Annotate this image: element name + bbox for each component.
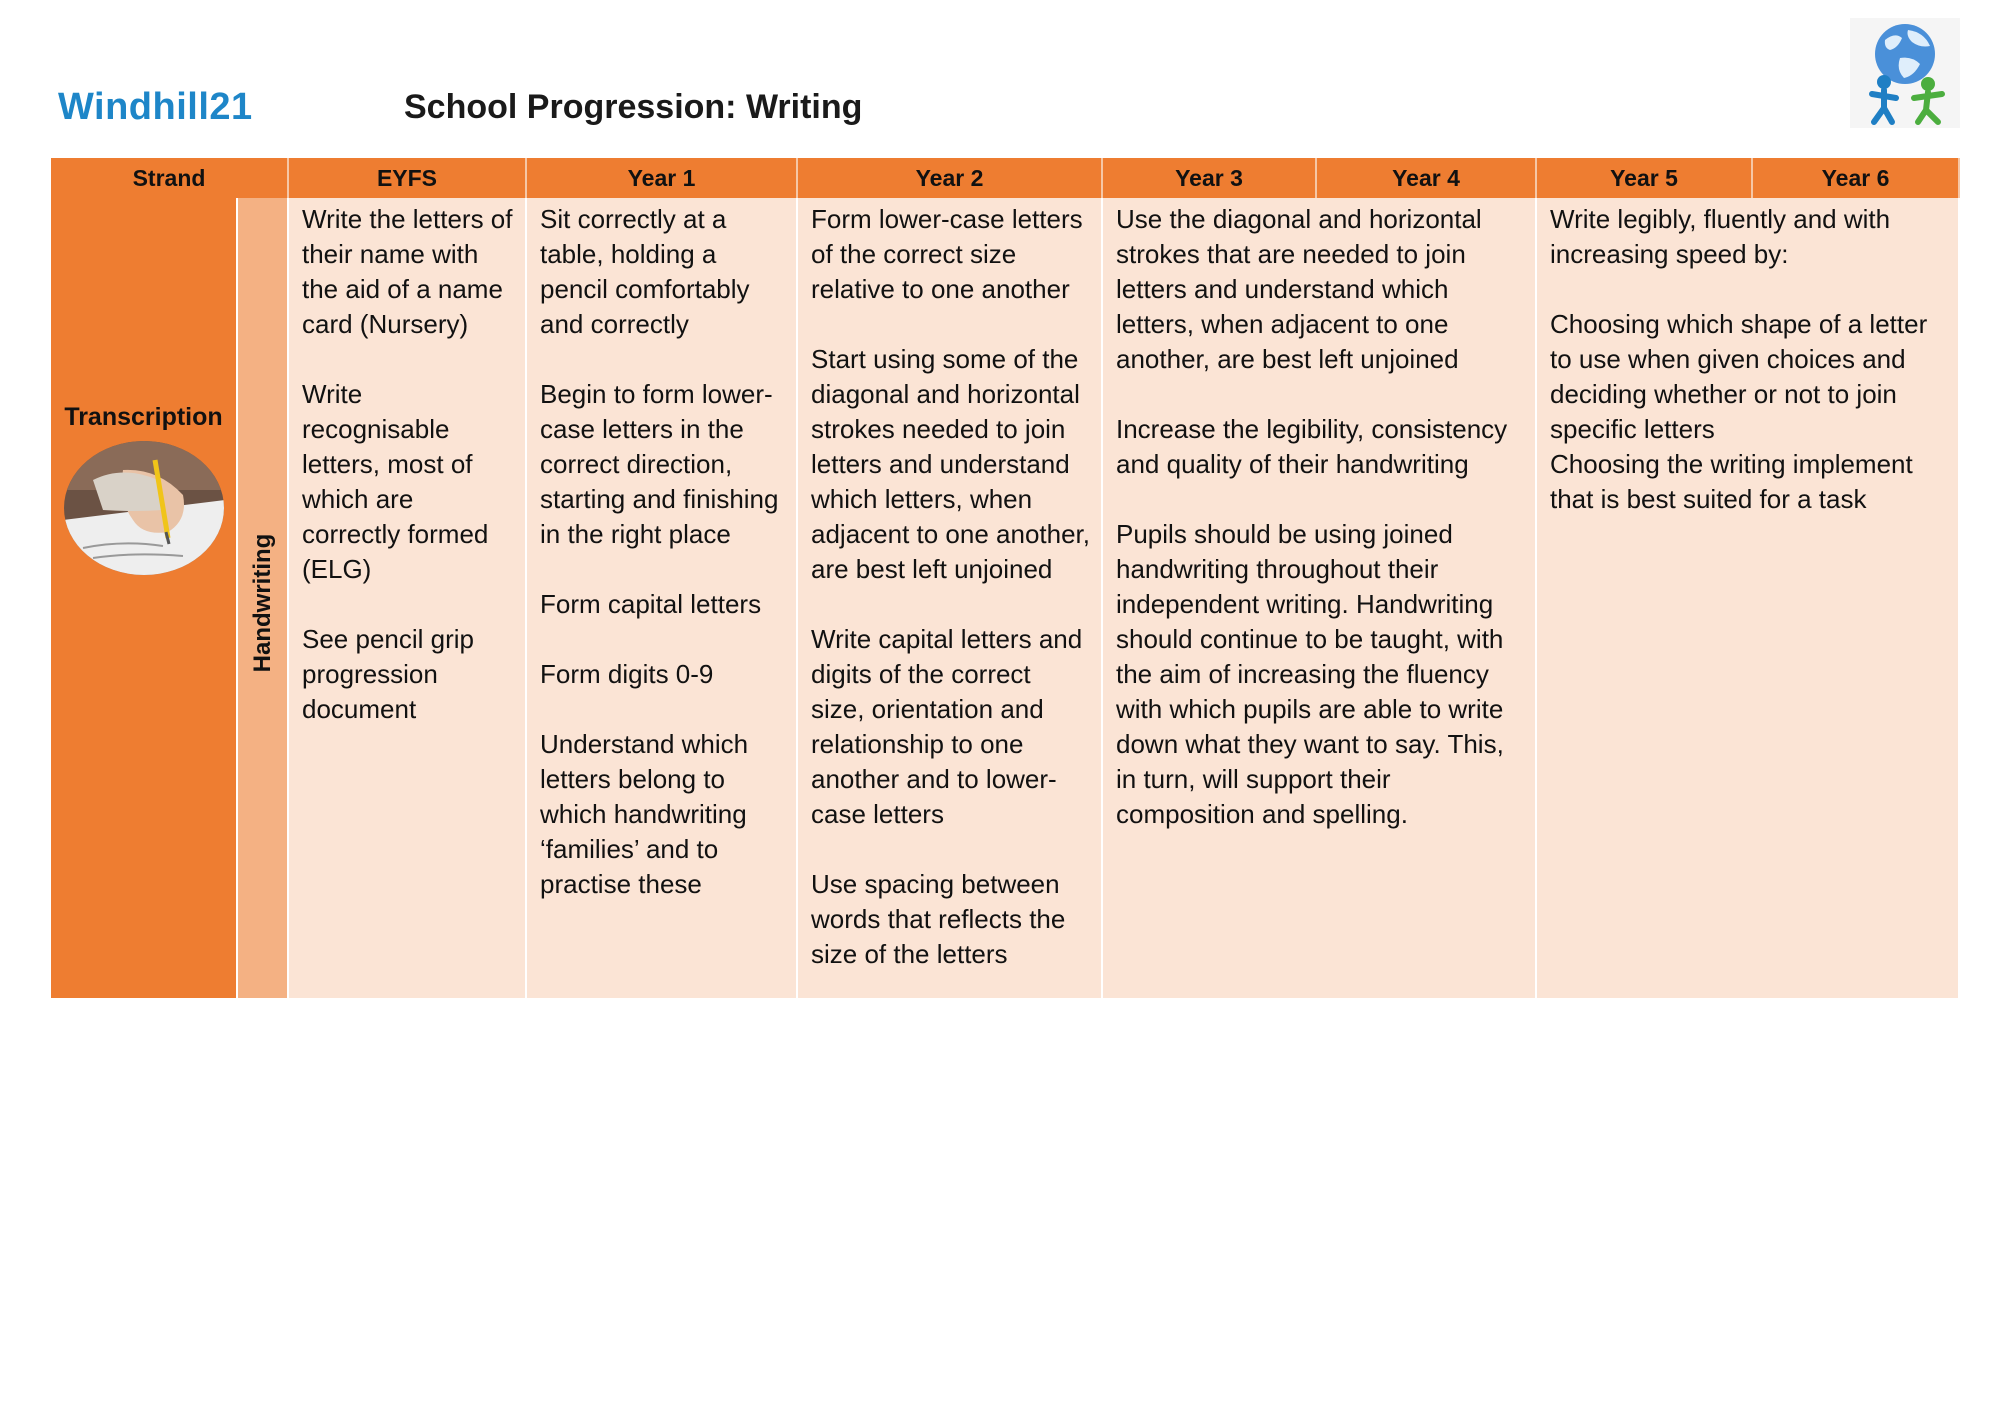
page-title: School Progression: Writing [404, 88, 863, 126]
year-2-cell [797, 198, 1102, 998]
header-year-2: Year 2 [797, 158, 1102, 198]
table-header-row [51, 158, 1959, 198]
handwriting-photo [63, 440, 225, 576]
header-eyfs: EYFS [288, 158, 526, 198]
header-year-6: Year 6 [1752, 158, 1959, 198]
header-year-4: Year 4 [1316, 158, 1536, 198]
strand-label: Transcription [64, 403, 223, 431]
strand-cell [51, 198, 237, 998]
brand-name: Windhill21 [58, 86, 253, 128]
year-3-4-cell [1102, 198, 1536, 998]
year-5-6-text: Write legibly, fluently and with increasing speed by: Choosing which shape of a letter to use when given choices and deciding whether or not to join specific letters Choosing the writing implement that is best suited for a task [1550, 204, 1928, 514]
substrand-label: Handwriting [248, 533, 276, 673]
eyfs-text: Write the letters of their name with the aid of a name card (Nursery) Write recognisable letters, most of which are correctly formed (ELG) See pencil grip progression document [302, 204, 513, 724]
progression-table [51, 158, 1960, 998]
substrand-cell [237, 198, 288, 998]
globe-children-logo-icon [1850, 18, 1960, 128]
year-1-cell [526, 198, 797, 998]
table-row [51, 198, 1959, 998]
header-year-3: Year 3 [1102, 158, 1316, 198]
header-strand: Strand [51, 158, 288, 198]
eyfs-cell [288, 198, 526, 998]
year-5-6-cell [1536, 198, 1959, 998]
year-3-4-text: Use the diagonal and horizontal strokes that are needed to join letters and understand which letters, when adjacent to one another, are best left unjoined Increase the legibility, consistency and quality of their handwriting Pupils should be using joined handwriting throughout their independent writing. Handwriting should continue to be taught, with the aim of increasing the fluency with which pupils are able to write down what they want to say. This, in turn, will support their composition and spelling. [1116, 204, 1508, 829]
year-2-text: Form lower-case letters of the correct size relative to one another Start using some of the diagonal and horizontal strokes needed to join letters and understand which letters, when adjacent to one another, are best left unjoined Write capital letters and digits of the correct size, orientation and relationship to one another and to lower-case letters Use spacing between words that reflects the size of the letters [811, 204, 1091, 969]
year-1-text: Sit correctly at a table, holding a pencil comfortably and correctly Begin to form lower-case letters in the correct direction, starting and finishing in the right place Form capital letters Form digits 0-9 Understand which letters belong to which handwriting ‘families’ and to practise these [540, 204, 779, 899]
header-year-5: Year 5 [1536, 158, 1752, 198]
header-year-1: Year 1 [526, 158, 797, 198]
